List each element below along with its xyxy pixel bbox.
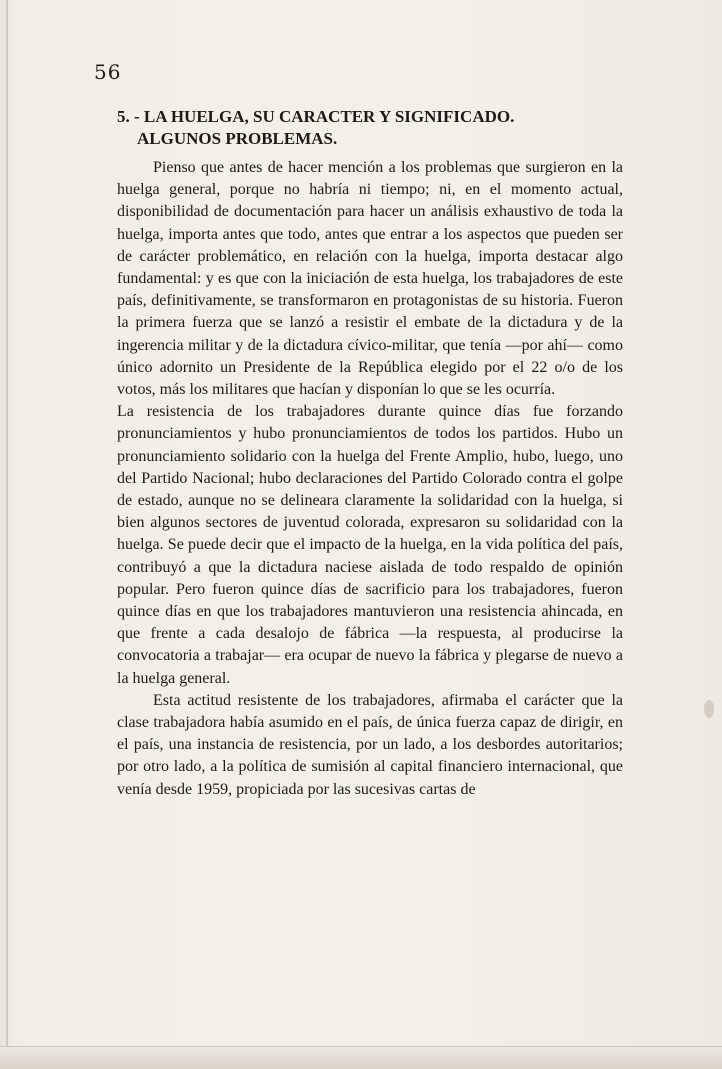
paragraph-2: La resistencia de los trabajadores durante quince días fue forzando pronunciamientos y hubo pronunciamientos de todos los partidos. Hubo un pronunciamiento solidario con la huelga del Frente Amplio, hubo, luego, uno del Partido Nacional; hubo declaraciones del Partido Colorado contra el golpe de estado, aunque no se delineara claramente la solidaridad con la huelga, si bien algunos sectores de juventud colorada, expresaron su solidaridad con la huelga. Se puede decir que el impacto de la huelga, en la vida política del país, contribuyó a que la dictadura naciese aislada de todo respaldo de opinión popular. Pero fueron quince días de sacrificio para los trabajadores, fueron quince días en que los trabajadores mantuvieron una resistencia ahincada, en que frente a cada desalojo de fábrica —la respuesta, al producirse la convocatoria a trabajar— era ocupar de nuevo la fábrica y plegarse de nuevo a la huelga general.: [117, 403, 623, 687]
section-heading-line-1: 5. - LA HUELGA, SU CARACTER Y SIGNIFICADO.: [117, 107, 515, 126]
paragraph-3: Esta actitud resistente de los trabajadores, afirmaba el carácter que la clase trabajadora había asumido en el país, de única fuerza capaz de dirigir, en el país, una instancia de resistencia, por un lado, a los desbordes autoritarios; por otro lado, a la política de sumisión al capital financiero internacional, que venía desde 1959, propiciada por las sucesivas cartas de: [117, 691, 623, 798]
body-text: [117, 157, 623, 801]
paragraph-1: Pienso que antes de hacer mención a los problemas que surgieron en la huelga general, porque no habría ni tiempo; ni, en el momento actual, disponibilidad de documentación para hacer un análisis exhaustivo de toda la huelga, importa antes que todo, antes que entrar a los aspectos que pueden ser de carácter problemático, en relación con la huelga, importa destacar algo fundamental: y es que con la iniciación de esta huelga, los trabajadores de este país, definitivamente, se transformaron en protagonistas de su historia. Fueron la primera fuerza que se lanzó a resistir el embate de la dictadura y de la ingerencia militar y de la dictadura cívico-militar, que tenía —por ahí— como único adornito un Presidente de la República elegido por el 22 o/o de los votos, más los militares que hacían y disponían lo que se les ocurría.: [117, 159, 623, 399]
section-heading-line-2: ALGUNOS PROBLEMAS.: [137, 129, 338, 148]
paper-smudge: [704, 700, 714, 718]
page-bottom-edge: [0, 1046, 722, 1069]
page-number: 56: [94, 60, 122, 84]
section-heading: [117, 106, 637, 150]
